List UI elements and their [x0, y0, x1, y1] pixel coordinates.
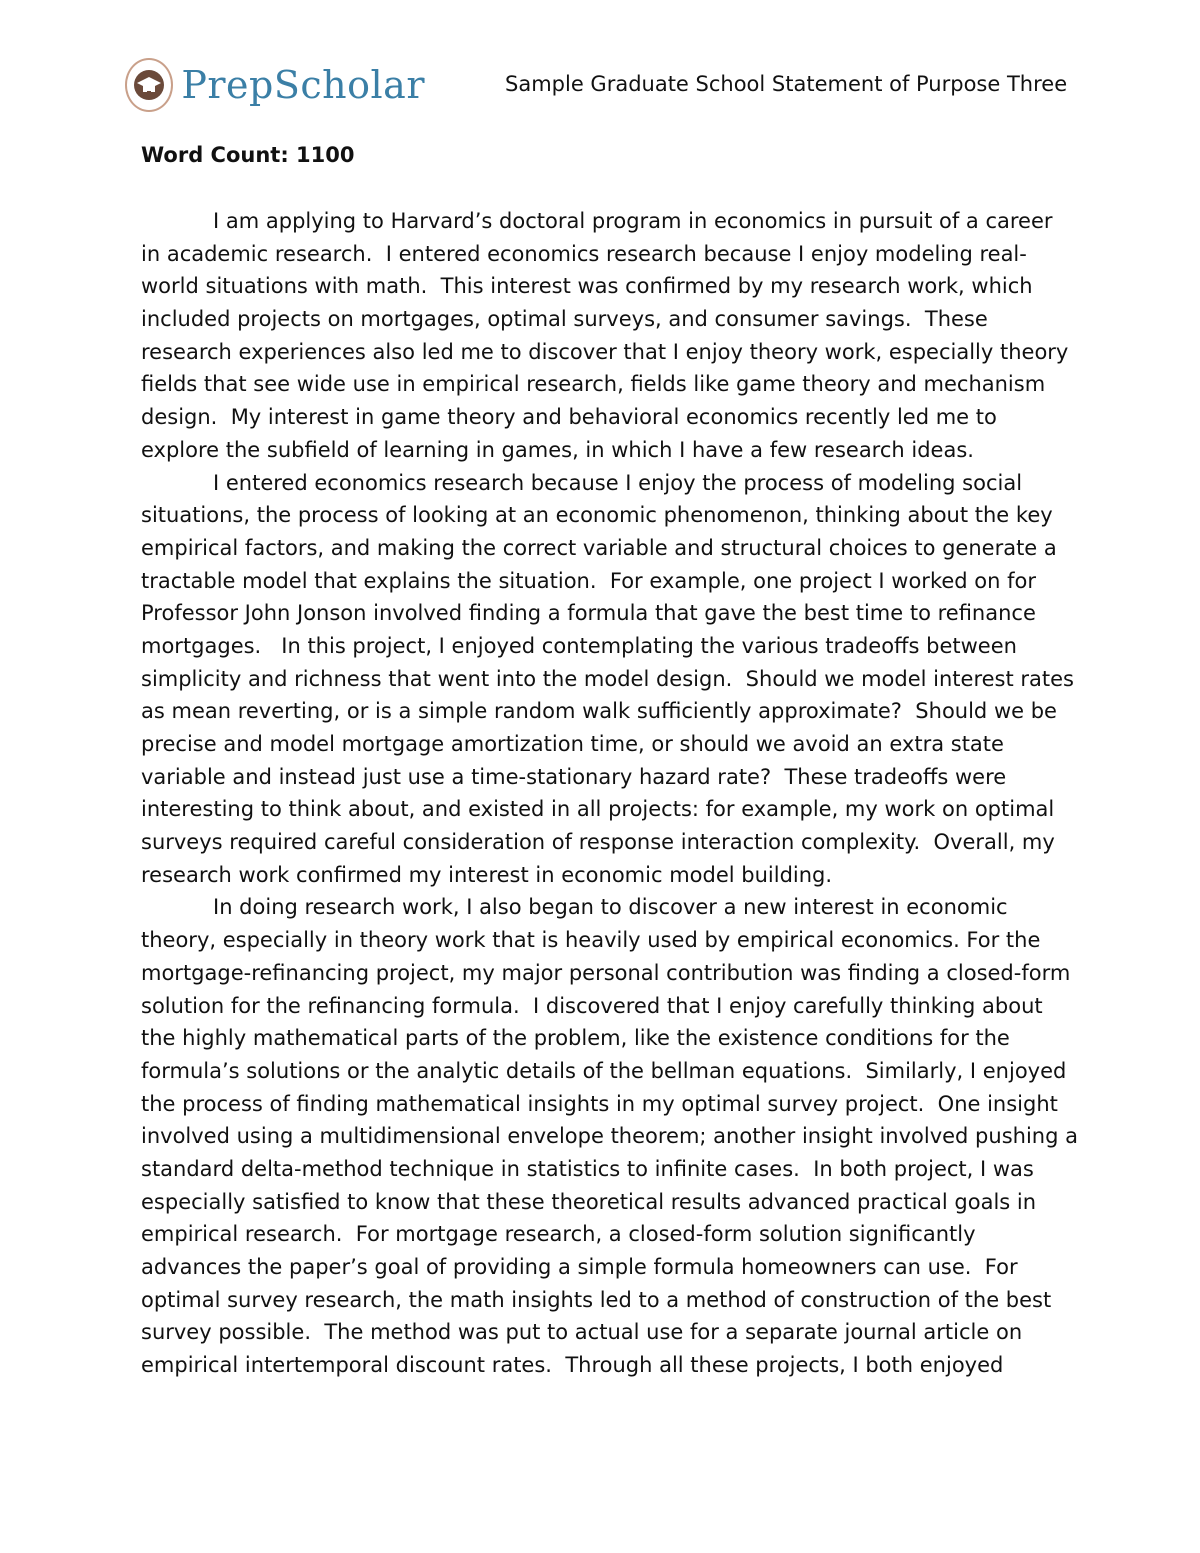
- text-line: standard delta-method technique in statistics to infinite cases. In both project, I was: [141, 1156, 1034, 1181]
- text-line: mortgage-refinancing project, my major personal contribution was finding a closed-form: [141, 960, 1071, 985]
- text-line: especially satisfied to know that these theoretical results advanced practical goals in: [141, 1189, 1037, 1214]
- text-line: simplicity and richness that went into the model design. Should we model interest rates: [141, 666, 1074, 691]
- text-line: In doing research work, I also began to discover a new interest in economic: [213, 895, 1008, 920]
- prepscholar-logo: [125, 55, 425, 115]
- text-line: theory, especially in theory work that is heavily used by empirical economics. For the: [141, 928, 1041, 953]
- text-line: Professor John Jonson involved finding a formula that gave the best time to refinance: [141, 601, 1036, 626]
- text-line: variable and instead just use a time-stationary hazard rate? These tradeoffs were: [141, 764, 1007, 789]
- graduation-cap-icon: [125, 58, 173, 112]
- text-line: situations, the process of looking at an economic phenomenon, thinking about the key: [141, 503, 1053, 528]
- text-line: the highly mathematical parts of the problem, like the existence conditions for the: [141, 1026, 1010, 1051]
- text-line: fields that see wide use in empirical research, fields like game theory and mechanism: [141, 372, 1046, 397]
- text-line: empirical research. For mortgage research, a closed-form solution significantly: [141, 1222, 976, 1247]
- text-line: empirical intertemporal discount rates. Through all these projects, I both enjoyed: [141, 1353, 1004, 1378]
- text-line: included projects on mortgages, optimal surveys, and consumer savings. These: [141, 307, 988, 332]
- text-line: I am applying to Harvard’s doctoral program in economics in pursuit of a career: [213, 209, 1053, 233]
- text-line: I entered economics research because I enjoy the process of modeling social: [213, 470, 1023, 495]
- text-line: optimal survey research, the math insights led to a method of construction of the best: [141, 1287, 1052, 1312]
- text-line: interesting to think about, and existed in all projects: for example, my work on optimal: [141, 797, 1055, 822]
- text-line: advances the paper’s goal of providing a simple formula homeowners can use. For: [141, 1255, 1018, 1279]
- text-line: research work confirmed my interest in economic model building.: [141, 862, 833, 887]
- text-line: mortgages. In this project, I enjoyed contemplating the various tradeoffs between: [141, 633, 1017, 658]
- text-line: in academic research. I entered economics research because I enjoy modeling real-: [141, 241, 1027, 266]
- text-line: empirical factors, and making the correct variable and structural choices to generate a: [141, 535, 1057, 560]
- text-line: the process of finding mathematical insights in my optimal survey project. One insight: [141, 1091, 1058, 1116]
- text-line: precise and model mortgage amortization time, or should we avoid an extra state: [141, 732, 1004, 756]
- word-count: Word Count: 1100: [141, 143, 355, 167]
- logo-text: PrepScholar: [181, 63, 425, 107]
- text-line: formula’s solutions or the analytic details of the bellman equations. Similarly, I enjoyed: [141, 1058, 1067, 1083]
- text-line: surveys required careful consideration of response interaction complexity. Overall, my: [141, 830, 1055, 855]
- text-line: world situations with math. This interest was confirmed by my research work, which: [141, 274, 1033, 299]
- text-line: tractable model that explains the situation. For example, one project I worked on for: [141, 568, 1036, 593]
- text-line: design. My interest in game theory and behavioral economics recently led me to: [141, 405, 997, 430]
- text-line: as mean reverting, or is a simple random walk sufficiently approximate? Should we be: [141, 699, 1057, 724]
- document-header-title: Sample Graduate School Statement of Purpose Three: [505, 72, 1068, 96]
- text-line: involved using a multidimensional envelope theorem; another insight involved pushing a: [141, 1124, 1078, 1149]
- text-line: research experiences also led me to discover that I enjoy theory work, especially theory: [141, 339, 1069, 364]
- text-line: solution for the refinancing formula. I discovered that I enjoy carefully thinking about: [141, 993, 1043, 1018]
- text-line: explore the subfield of learning in games, in which I have a few research ideas.: [141, 437, 974, 462]
- statement-body: [141, 205, 1081, 1382]
- text-line: survey possible. The method was put to actual use for a separate journal article on: [141, 1320, 1023, 1345]
